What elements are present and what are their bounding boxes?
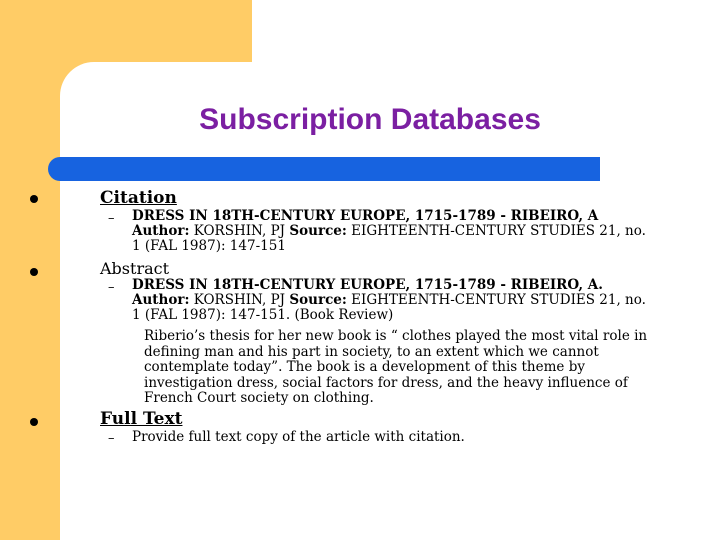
citation-heading: Citation — [100, 188, 177, 208]
citation-author: KORSHIN, PJ — [193, 223, 286, 239]
abstract-entry — [132, 278, 652, 323]
dash-marker: – — [108, 211, 115, 226]
bullet-icon — [30, 418, 38, 426]
abstract-headline: DRESS IN 18TH-CENTURY EUROPE, 1715-1789 - RIBEIRO, A. — [132, 277, 603, 293]
fulltext-heading: Full Text — [100, 409, 183, 429]
title-underline-bar — [48, 157, 600, 181]
bullet-icon — [30, 268, 38, 276]
abstract-heading: Abstract — [100, 259, 170, 278]
bullet-icon — [30, 195, 38, 203]
dash-marker: – — [108, 431, 115, 446]
citation-entry — [132, 209, 652, 254]
citation-author-label: Author: — [132, 223, 190, 239]
dash-marker: – — [108, 280, 115, 295]
citation-source-label: Source: — [289, 223, 347, 239]
abstract-source: EIGHTEENTH-CENTURY STUDIES 21, no. 1 (FAL 1987): 147-151. (Book Review) — [132, 292, 646, 323]
fulltext-description: Provide full text copy of the article with citation. — [132, 429, 465, 445]
slide-title: Subscription Databases — [199, 103, 541, 136]
abstract-author: KORSHIN, PJ — [193, 292, 286, 308]
abstract-text: Riberio’s thesis for her new book is “ clothes played the most vital role in defining man and his part in society, to an extent which we cannot contemplate today”. The book is a development of this theme by investigation dress, social factors for dress, and the heavy influence of French Court society on clothing. — [144, 328, 648, 406]
abstract-source-label: Source: — [289, 292, 347, 308]
citation-headline: DRESS IN 18TH-CENTURY EUROPE, 1715-1789 - RIBEIRO, A — [132, 208, 599, 224]
abstract-author-label: Author: — [132, 292, 190, 308]
citation-source: EIGHTEENTH-CENTURY STUDIES 21, no. 1 (FAL 1987): 147-151 — [132, 223, 646, 254]
